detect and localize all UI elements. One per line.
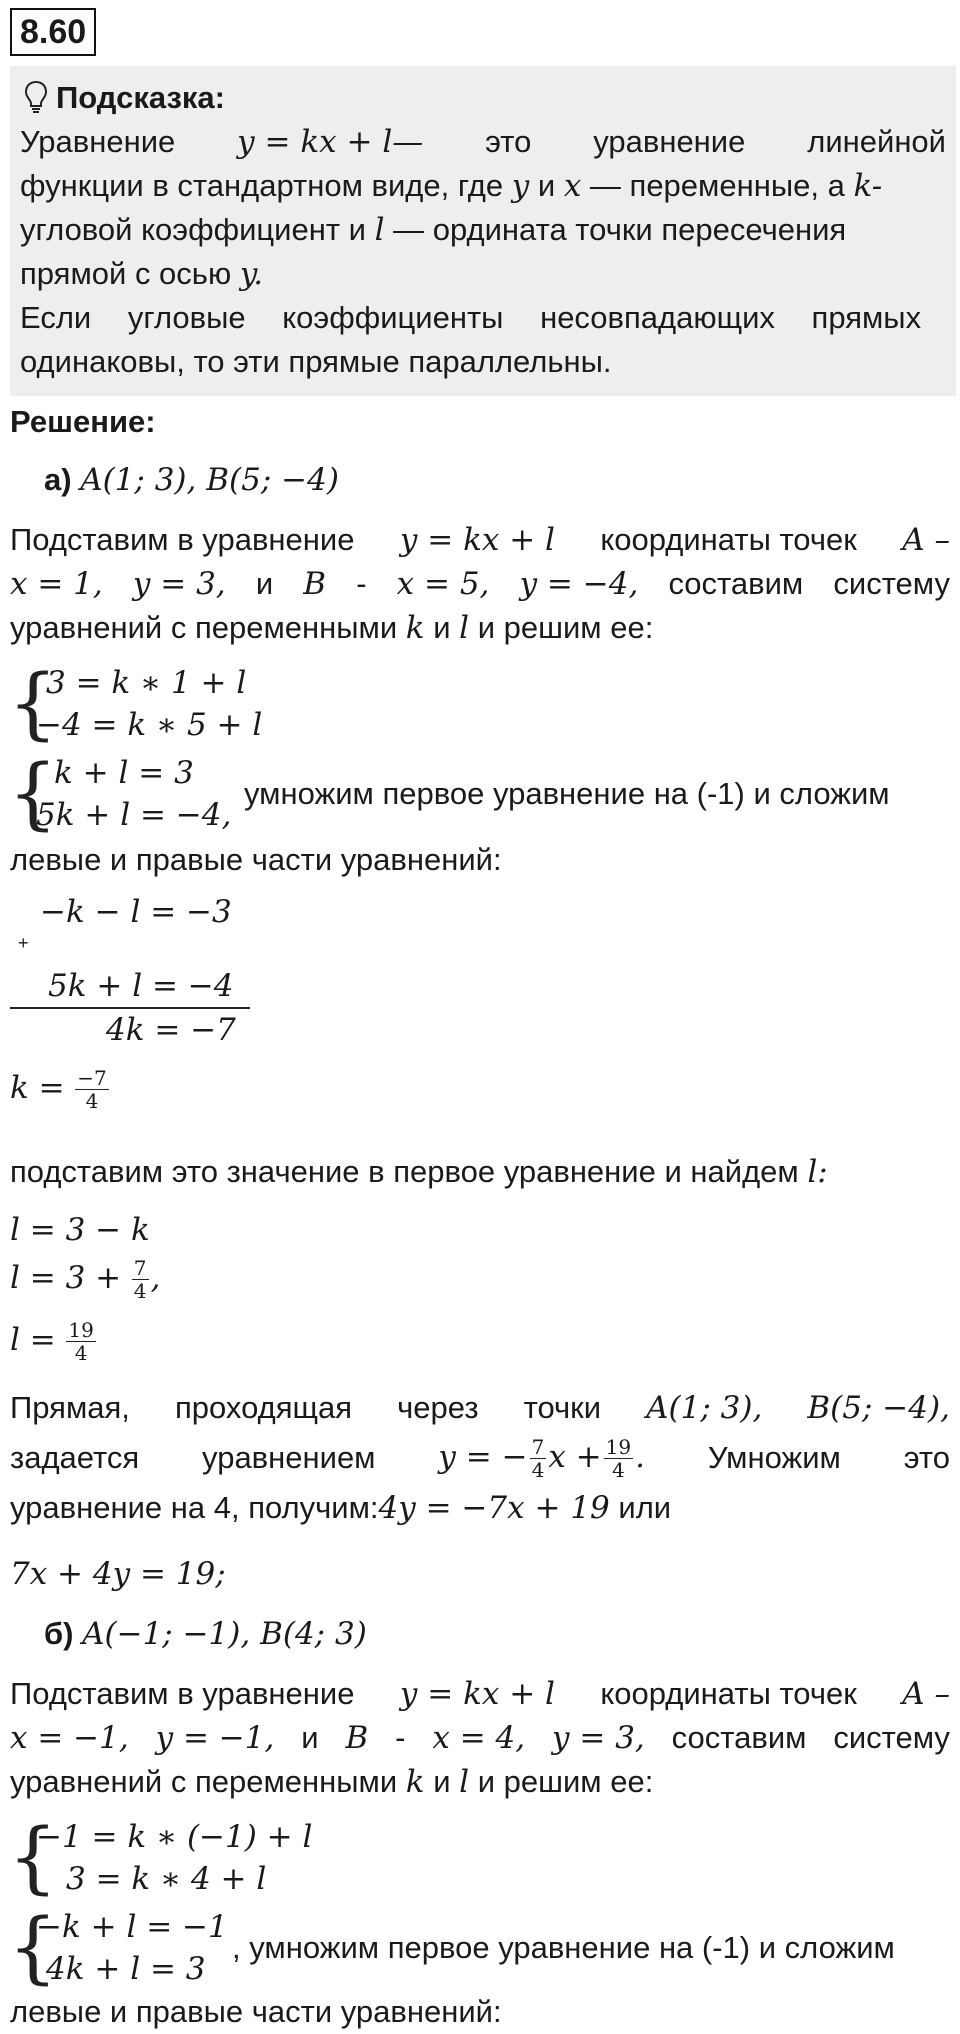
text: и решим ее: xyxy=(477,610,654,645)
text: подставим это значение в первое уравнение и найдем xyxy=(10,1154,799,1189)
text-line xyxy=(10,1486,950,1530)
denominator: 4 xyxy=(531,1458,545,1483)
problem-number: 8.60 xyxy=(10,8,96,56)
hint-line-1 xyxy=(20,120,946,164)
fraction xyxy=(604,1436,633,1481)
hint-text: и xyxy=(537,168,556,203)
text-line xyxy=(10,1760,950,1804)
l-step-2 xyxy=(10,1256,160,1302)
text: уравнение на 4, получим: xyxy=(10,1490,379,1525)
l-step-2-fraction xyxy=(132,1257,149,1302)
hint-text: Уравнение xyxy=(20,124,176,159)
system-row: −1 = k ∗ (−1) + l xyxy=(36,1819,313,1855)
text-line xyxy=(10,518,950,562)
numerator: 7 xyxy=(531,1435,545,1460)
system-comment: умножим первое уравнение на (-1) и сложим xyxy=(244,776,890,811)
text: уравнений с переменными xyxy=(10,1764,398,1799)
text: Умножим xyxy=(707,1440,841,1475)
hint-text: — ордината точки пересечения xyxy=(393,212,847,247)
l-step-3-fraction xyxy=(66,1319,95,1364)
text: уравнений с переменными xyxy=(10,610,398,645)
equation: y = −4, xyxy=(519,566,639,602)
text-line xyxy=(10,1430,950,1486)
part-b-system-1 xyxy=(8,1813,368,1903)
hint-var: y. xyxy=(239,256,264,292)
var: k xyxy=(405,1764,425,1800)
part-a-system-2 xyxy=(8,749,948,839)
system-row: 3 = k ∗ 1 + l xyxy=(46,665,247,701)
system-row: k + l = 3 xyxy=(54,755,194,791)
part-b-intro xyxy=(10,1672,950,1804)
denominator: 4 xyxy=(611,1458,625,1483)
hint-line-2 xyxy=(20,164,946,208)
denominator: 4 xyxy=(74,1341,88,1366)
part-a-intro xyxy=(10,518,950,650)
l-step-1: l = 3 − k xyxy=(10,1212,150,1248)
brace-icon: { xyxy=(8,659,58,749)
l-step-2-lhs: l = 3 + xyxy=(10,1260,122,1296)
var: k xyxy=(405,610,425,646)
part-b-label: б) xyxy=(44,1616,74,1651)
system-comment-2: левые и правые части уравнений: xyxy=(10,1994,502,2029)
text: и решим ее: xyxy=(477,1764,654,1799)
hint-text: уравнение xyxy=(593,124,746,159)
system-comment xyxy=(232,1926,895,1970)
hint-line-3 xyxy=(20,208,946,252)
part-b-points: A(−1; −1), B(4; 3) xyxy=(82,1616,367,1652)
l-step-3 xyxy=(10,1318,98,1364)
text: или xyxy=(618,1490,672,1525)
equation: x = 1, xyxy=(10,566,103,602)
text: составим xyxy=(668,566,804,601)
text-line xyxy=(10,606,950,650)
hint-line-6: одинаковы, то эти прямые параллельны. xyxy=(20,344,612,379)
hint-text: Если угловые коэффициенты несовпадающих прямых xyxy=(20,300,922,335)
equation: y = 3, xyxy=(132,566,226,602)
text: Подставим в уравнение xyxy=(10,1676,355,1711)
text-line xyxy=(10,1716,950,1760)
addition-result: 4k = −7 xyxy=(106,1012,236,1048)
text: и xyxy=(255,566,274,601)
brace-icon: { xyxy=(8,1813,58,1903)
eq-part: y = − xyxy=(438,1438,528,1475)
fraction xyxy=(530,1436,547,1481)
system-row: 4k + l = 3 xyxy=(46,1951,206,1987)
comma: , xyxy=(150,1260,161,1296)
text-line xyxy=(10,1672,950,1716)
equation: x = 5, xyxy=(396,566,490,602)
hint-text: функции в стандартном виде, где xyxy=(20,168,504,203)
part-a-answer: 7x + 4y = 19; xyxy=(10,1556,226,1592)
hint-line-5 xyxy=(20,296,946,340)
var: l xyxy=(459,1764,470,1800)
eq-part: x + xyxy=(548,1438,602,1475)
text: систему xyxy=(833,1720,950,1755)
equation: y = 3, xyxy=(552,1720,645,1756)
text: Прямая, xyxy=(10,1390,130,1425)
k-lhs: k = xyxy=(10,1070,65,1106)
text: это xyxy=(903,1440,950,1475)
part-a-system-1 xyxy=(8,659,308,749)
part-a-points: A(1; 3), B(5; −4) xyxy=(80,462,339,498)
k-fraction xyxy=(75,1067,108,1112)
k-value xyxy=(10,1066,111,1112)
hint-var: y xyxy=(511,168,530,204)
find-l-text xyxy=(10,1150,828,1194)
part-a-heading xyxy=(44,458,339,502)
var: l: xyxy=(807,1154,828,1190)
text: задается xyxy=(10,1440,140,1475)
period: . xyxy=(635,1438,645,1475)
var: A – xyxy=(902,1676,950,1712)
equation: y = −1, xyxy=(155,1720,275,1756)
system-row: −k + l = −1 xyxy=(36,1909,228,1945)
text: координаты точек xyxy=(600,522,857,557)
l-step-3-lhs: l = xyxy=(10,1322,56,1358)
equation: x = −1, xyxy=(10,1720,129,1756)
system-row: 3 = k ∗ 4 + l xyxy=(66,1861,267,1897)
hint-text: линейной xyxy=(807,124,946,159)
hint-text: угловой коэффициент и xyxy=(20,212,366,247)
denominator: 4 xyxy=(85,1089,99,1114)
hint-text: прямой с осью xyxy=(20,256,232,291)
text-line xyxy=(10,1386,950,1430)
line-equation-paragraph xyxy=(10,1386,950,1530)
addition-row-2: 5k + l = −4 xyxy=(48,968,234,1004)
addition-row-1: −k − l = −3 xyxy=(40,894,232,930)
part-b-system-2 xyxy=(8,1903,948,1993)
brace-icon: { xyxy=(8,749,58,839)
equation: 4y = −7x + 19 xyxy=(378,1490,610,1526)
hint-var: x xyxy=(563,168,582,204)
var: l xyxy=(459,610,470,646)
brace-icon: { xyxy=(8,1903,58,1993)
text: и xyxy=(301,1720,319,1755)
numerator: −7 xyxy=(77,1066,107,1091)
hint-text: — переменные, а xyxy=(589,168,845,203)
comma: , xyxy=(232,1930,241,1965)
equation: y = kx + l xyxy=(399,522,555,558)
text: - xyxy=(356,566,367,601)
hint-text: это xyxy=(485,124,532,159)
equation: y = kx + l xyxy=(399,1676,555,1712)
comma: , xyxy=(221,797,232,833)
line-equation xyxy=(438,1435,645,1481)
point: A(1; 3), xyxy=(646,1390,763,1426)
point: B(5; −4), xyxy=(807,1390,950,1426)
system-row: −4 = k ∗ 5 + l xyxy=(36,707,263,743)
text: и xyxy=(433,1764,451,1799)
text: через xyxy=(397,1390,479,1425)
var: A – xyxy=(902,522,950,558)
equation: x = 4, xyxy=(432,1720,526,1756)
hint-var: l xyxy=(374,212,385,248)
text: - xyxy=(395,1720,406,1755)
hint-box xyxy=(10,66,956,396)
denominator: 4 xyxy=(133,1279,147,1304)
system-row xyxy=(36,794,231,836)
system-comment-2: левые и правые части уравнений: xyxy=(10,842,502,877)
solution-label: Решение: xyxy=(10,404,156,439)
system-comment-text: умножим первое уравнение на (-1) и сложим xyxy=(249,1930,895,1965)
numerator: 19 xyxy=(605,1435,632,1460)
text: координаты точек xyxy=(600,1676,857,1711)
hint-line-4 xyxy=(20,252,946,296)
part-b-heading xyxy=(44,1612,367,1656)
plus-sign: + xyxy=(18,933,29,953)
text: проходящая xyxy=(175,1390,353,1425)
text: точки xyxy=(523,1390,602,1425)
text: и xyxy=(433,610,451,645)
lightbulb-icon xyxy=(24,80,48,114)
text: уравнением xyxy=(202,1440,376,1475)
system-row-eq: 5k + l = −4 xyxy=(36,797,222,833)
part-a-label: а) xyxy=(44,462,72,497)
hint-header xyxy=(24,76,225,120)
var: B xyxy=(303,566,327,602)
text: Подставим в уравнение xyxy=(10,522,355,557)
hint-var: k- xyxy=(853,168,883,204)
var: B xyxy=(345,1720,369,1756)
text: систему xyxy=(833,566,950,601)
text-line xyxy=(10,562,950,606)
hint-title: Подсказка: xyxy=(56,80,225,115)
numerator: 7 xyxy=(133,1256,147,1281)
numerator: 19 xyxy=(68,1318,94,1343)
hint-equation: y = kx + l— xyxy=(237,124,424,160)
text: составим xyxy=(671,1720,807,1755)
